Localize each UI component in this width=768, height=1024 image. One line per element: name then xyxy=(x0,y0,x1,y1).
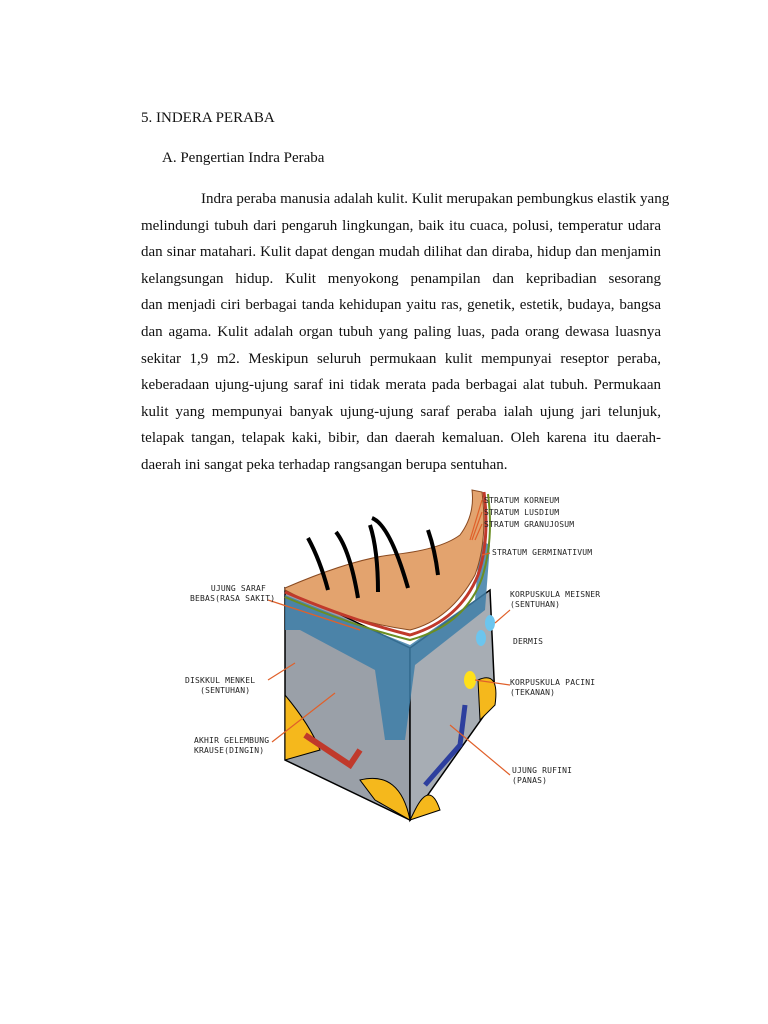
label-line: BEBAS(RASA SAKIT) xyxy=(190,594,276,603)
label-line: (SENTUHAN) xyxy=(200,686,251,695)
label-diskkul-menkel xyxy=(185,676,255,696)
label-korpuskula-pacini xyxy=(510,678,595,698)
paragraph-line: kulit yang mempunyai banyak ujung-ujung saraf peraba ialah ujung jari telunjuk, xyxy=(141,403,661,420)
subheading: A. Pengertian Indra Peraba xyxy=(162,150,325,166)
label-dermis: DERMIS xyxy=(513,637,544,646)
label-line: UJUNG SARAF xyxy=(210,584,266,593)
paragraph-line: dan agama. Kulit adalah organ tubuh yang paling luas, pada orang dewasa luasnya xyxy=(141,323,661,340)
label-line: (PANAS) xyxy=(512,776,548,785)
label-stratum-korneum: STRATUM KORNEUM xyxy=(484,496,560,505)
paragraph-line: daerah ini sangat peka terhadap rangsangan berupa sentuhan. xyxy=(141,456,508,473)
paragraph-line: keberadaan ujung-ujung saraf ini tidak merata pada berbagai alat tubuh. Permukaan xyxy=(141,377,661,394)
label-stratum-lusdium: STRATUM LUSDIUM xyxy=(484,508,560,517)
paragraph-line: telapak tangan, telapak kaki, bibir, dan daerah kemaluan. Oleh karena itu daerah- xyxy=(141,430,661,447)
skin-diagram xyxy=(160,480,610,830)
label-line: KRAUSE(DINGIN) xyxy=(194,746,265,755)
paragraph-line: kelangsungan hidup. Kulit menyokong penampilan dan kepribadian sesorang xyxy=(141,270,661,287)
paragraph-line: dan sinar matahari. Kulit dapat dengan mudah dilihat dan diraba, hidup dan menjamin xyxy=(141,244,661,261)
label-stratum-germinativum: STRATUM GERMINATIVUM xyxy=(492,548,593,557)
label-line: DISKKUL MENKEL xyxy=(185,676,256,685)
label-line: AKHIR GELEMBUNG xyxy=(194,736,270,745)
label-stratum-granujosum: STRATUM GRANUJOSUM xyxy=(484,520,575,529)
label-line: (SENTUHAN) xyxy=(510,600,561,609)
paragraph-line: sekitar 1,9 m2. Meskipun seluruh permukaan kulit mempunyai reseptor peraba, xyxy=(141,350,661,367)
body-paragraph xyxy=(141,186,670,479)
section-heading: 5. INDERA PERABA xyxy=(141,110,275,126)
label-line: UJUNG RUFINI xyxy=(512,766,573,775)
label-line: (TEKANAN) xyxy=(510,688,556,697)
paragraph-line: Indra peraba manusia adalah kulit. Kulit merupakan pembungkus elastik yang xyxy=(201,191,670,207)
paragraph-line: dan menjadi ciri berbagai tanda kehidupan yaitu ras, genetik, estetik, budaya, bangsa xyxy=(141,297,661,314)
label-line: KORPUSKULA MEISNER xyxy=(510,590,601,599)
label-akhir-gelembung-krause xyxy=(194,736,269,756)
label-korpuskula-meisner xyxy=(510,590,600,610)
label-line: KORPUSKULA PACINI xyxy=(510,678,596,687)
paragraph-line: melindungi tubuh dari pengaruh lingkungan, baik itu cuaca, polusi, temperatur udara xyxy=(141,217,661,234)
label-ujung-saraf-bebas xyxy=(190,584,276,604)
label-ujung-rufini xyxy=(512,766,572,786)
